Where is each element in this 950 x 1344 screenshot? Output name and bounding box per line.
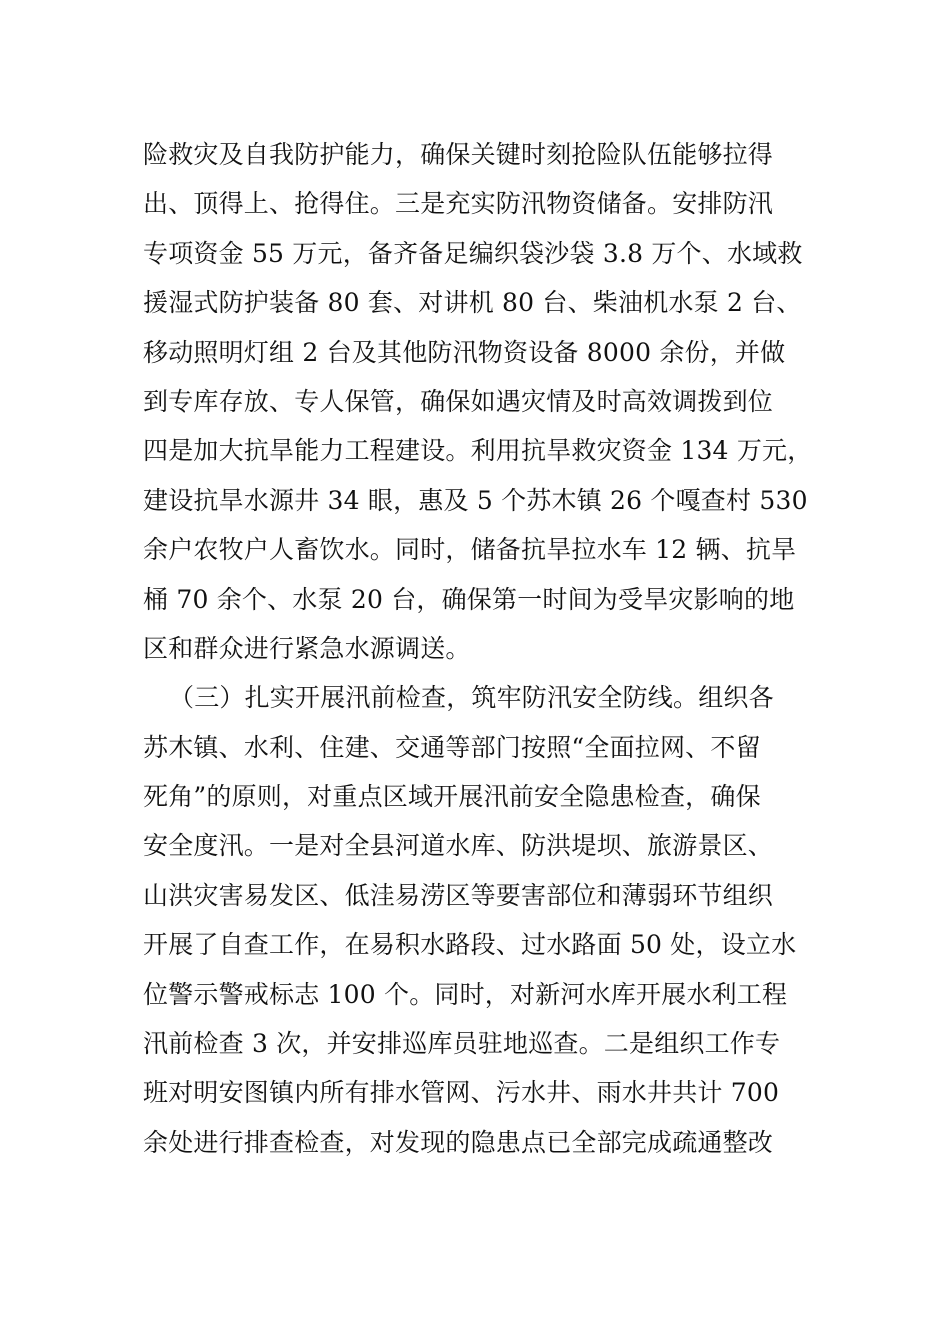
text-line: 移动照明灯组 2 台及其他防汛物资设备 8000 余份，并做 [143, 337, 786, 367]
text-line: 位警示警戒标志 100 个。同时，对新河水库开展水利工程 [143, 979, 788, 1009]
text-line: 开展了自查工作，在易积水路段、过水路面 50 处，设立水 [143, 930, 797, 960]
text-line: 汛前检查 3 次，并安排巡库员驻地巡查。二是组织工作专 [143, 1029, 781, 1059]
text-line: 余处进行排查检查，对发现的隐患点已全部完成疏通整改 [143, 1127, 774, 1157]
text-line: 险救灾及自我防护能力，确保关键时刻抢险队伍能够拉得 [143, 140, 774, 169]
text-line: 区和群众进行紧急水源调送。 [143, 633, 471, 663]
text-line: 余户农牧户人畜饮水。同时，储备抗旱拉水车 12 辆、抗旱 [143, 535, 797, 565]
section-heading-line: （三）扎实开展汛前检查，筑牢防汛安全防线。组织各 [169, 683, 774, 713]
text-line: 四是加大抗旱能力工程建设。利用抗旱救灾资金 134 万元， [143, 436, 813, 466]
text-line: 安全度汛。一是对全县河道水库、防洪堤坝、旅游景区、 [143, 831, 774, 861]
text-line: 桶 70 余个、水泵 20 台，确保第一时间为受旱灾影响的地 [143, 584, 795, 614]
text-line: 到专库存放、专人保管，确保如遇灾情及时高效调拨到位 [143, 386, 774, 416]
text-line: 死角”的原则，对重点区域开展汛前安全隐患检查，确保 [143, 782, 761, 812]
text-line: 班对明安图镇内所有排水管网、污水井、雨水井共计 700 [143, 1078, 780, 1108]
text-line: 出、顶得上、抢得住。三是充实防汛物资储备。安排防汛 [143, 189, 774, 219]
text-line: 山洪灾害易发区、低洼易涝区等要害部位和薄弱环节组织 [143, 880, 774, 910]
text-line: 专项资金 55 万元，备齐备足编织袋沙袋 3.8 万个、水域救 [143, 238, 803, 268]
body-text [143, 130, 843, 1167]
text-line: 援湿式防护装备 80 套、对讲机 80 台、柴油机水泵 2 台、 [143, 288, 802, 318]
text-line: 苏木镇、水利、住建、交通等部门按照“全面拉网、不留 [143, 732, 761, 762]
text-line: 建设抗旱水源井 34 眼，惠及 5 个苏木镇 26 个嘎查村 530 [143, 485, 808, 515]
